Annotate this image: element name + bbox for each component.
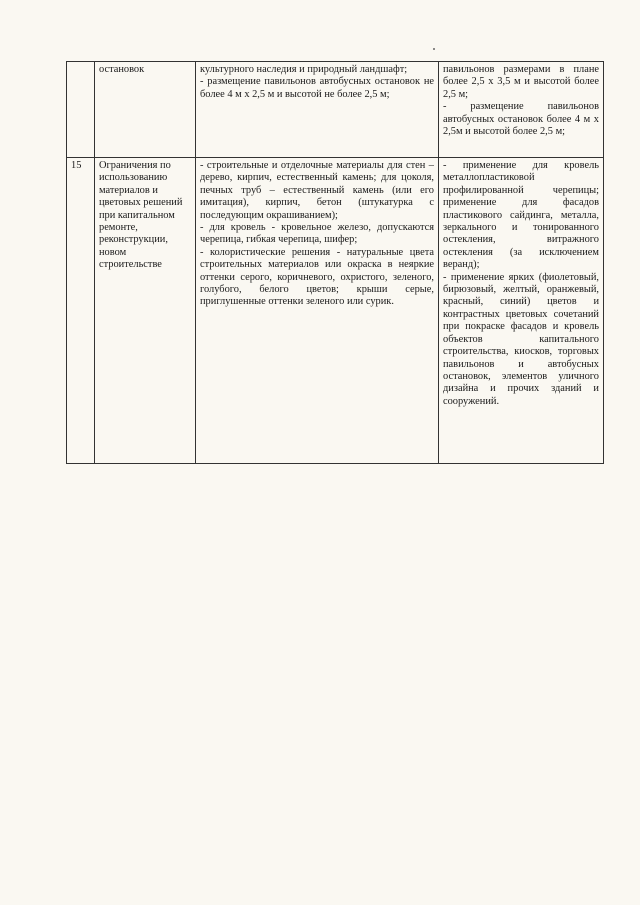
allowed-text: - строительные и отделочные материалы для стен – дерево, кирпич, естественный камень; для цоколя, печных труб – естественный камень (или его имитация), кирпич, бетон (штукатурка с последующим окрашиванием); xyxy=(200,160,434,221)
row-number: 15 xyxy=(71,160,82,171)
allowed-text: - размещение павильонов автобусных остановок не более 4 м х 2,5 м и высотой не более 2,5 м; xyxy=(200,76,434,100)
restriction-name-cell xyxy=(95,62,196,158)
allowed-text: - колористические решения - натуральные цвета строительных материалов или окраска в неяркие оттенки серого, коричневого, охристого, зеленого, голубого, белого цветов; крыши серые, приглушенные оттенки зеленого или сурик. xyxy=(200,246,434,308)
row-number-cell xyxy=(67,158,95,464)
allowed-text: культурного наследия и природный ландшафт; xyxy=(200,64,408,75)
forbidden-text: - применение ярких (фиолетовый, бирюзовый, желтый, оранжевый, красный, синий) цветов и контрастных цветовых сочетаний при покраске фасадов и кровель объектов капитального строительства, киосков, торговых павильонов и автобусных остановок, элементов уличного дизайна и прочих зданий и сооружений. xyxy=(443,271,599,407)
table-row xyxy=(67,62,604,158)
forbidden-text: - размещение павильонов автобусных остановок более 4 м х 2,5м и высотой более 2,5 м; xyxy=(443,101,599,138)
forbidden-text: - применение для кровель металлопластиковой профилированной черепицы; применение для фасадов пластикового сайдинга, металла, зеркального и тонированного остекления, витражного остекления (за исключением веранд); xyxy=(443,160,599,271)
forbidden-text: павильонов размерами в плане более 2,5 х 3,5 м и высотой более 2,5 м; xyxy=(443,64,599,100)
allowed-cell xyxy=(196,158,439,464)
restriction-name-cell xyxy=(95,158,196,464)
restriction-name-text: Ограничения по использованию материалов и цветовых решений при капитальном ремонте, реконструкции, новом строительстве xyxy=(99,160,183,271)
restrictions-table xyxy=(66,61,604,464)
forbidden-cell xyxy=(439,158,604,464)
allowed-cell xyxy=(196,62,439,158)
restriction-name-text: остановок xyxy=(99,64,145,75)
scan-dot-mark xyxy=(433,48,435,50)
table-row xyxy=(67,158,604,464)
allowed-text: - для кровель - кровельное железо, допускаются черепица, гибкая черепица, шифер; xyxy=(200,222,434,246)
row-number-cell xyxy=(67,62,95,158)
forbidden-cell xyxy=(439,62,604,158)
